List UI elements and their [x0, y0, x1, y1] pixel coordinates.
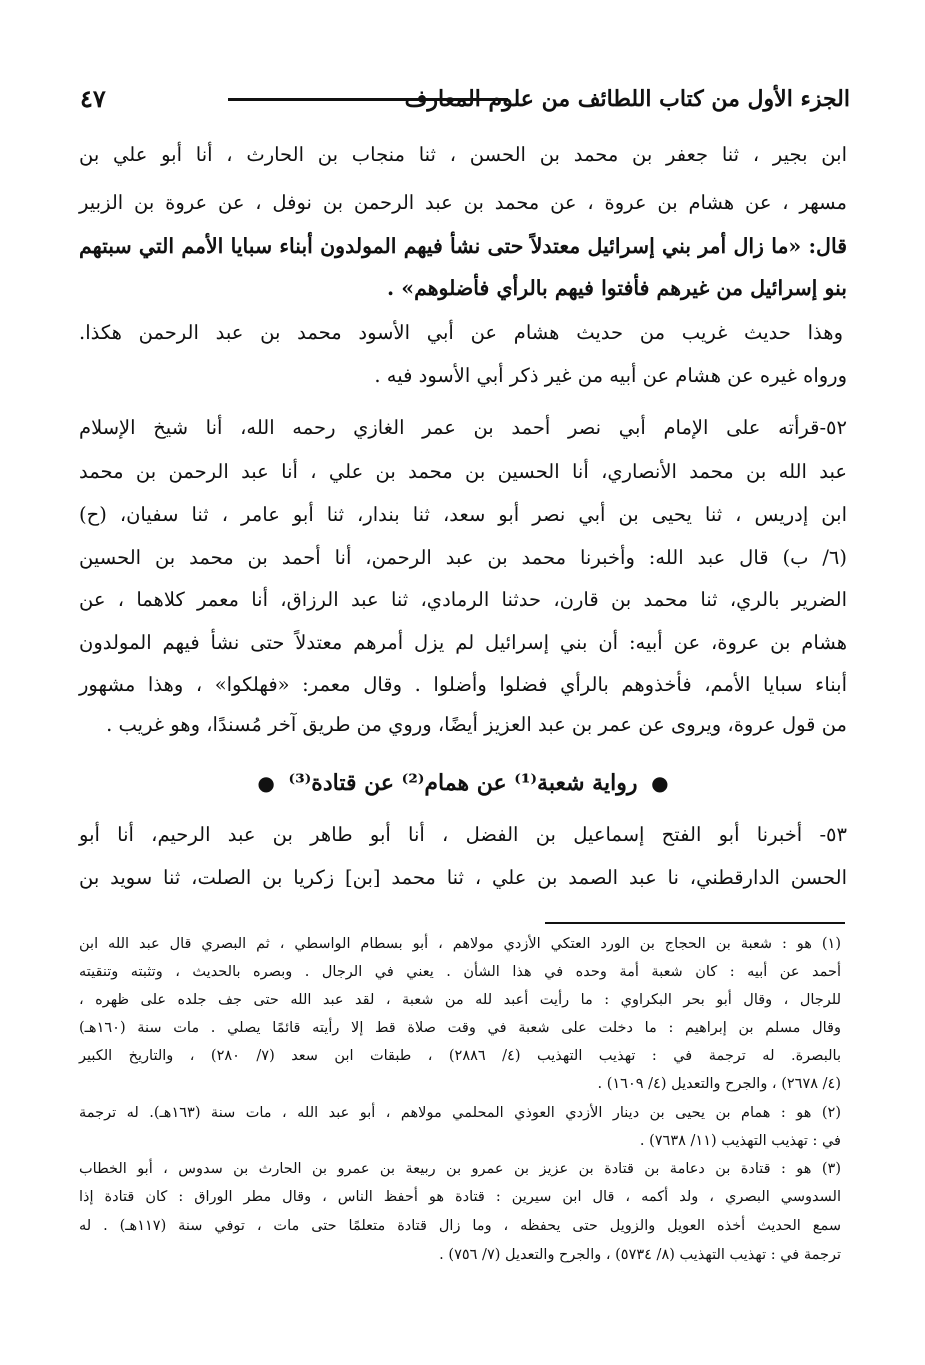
footnote-line: للرجال ، وقال أبو بحر البكراوي : ما رأيت أعبد لله من شعبة ، لقد عبد الله حتى جف جلده على ظهره ،: [79, 992, 841, 1008]
header-rule: [228, 98, 508, 101]
text-line: وهذا حديث غريب من حديث هشام عن أبي الأسود محمد بن عبد الرحمن هكذا.: [79, 321, 843, 344]
footnote-line: في : تهذيب التهذيب (١١/ ٧٦٣٨) .: [639, 1133, 841, 1149]
bullet-icon: ●: [651, 771, 669, 795]
bullet-icon: ●: [257, 771, 275, 795]
page-number: ٤٧: [80, 84, 106, 113]
text-line: أبناء سبايا الأمم، فأخذوهم بالرأي فضلوا وأضلوا . وقال معمر: «فهلكوا» ، وهذا مشهور: [79, 673, 847, 696]
footnote-line: وقال مسلم بن إبراهيم : ما دخلت على شعبة في وقت صلاة قط إلا رأيته قائمًا يصلي . مات سنة (١٦٠هـ): [79, 1020, 841, 1036]
text-line: من قول عروة، ويروى عن عمر بن عبد العزيز أيضًا، وروي من طريق آخر مُسندًا، وهو غريب .: [106, 713, 847, 736]
footnote-separator: [545, 922, 845, 924]
text-line: ابن بجير ، ثنا جعفر بن محمد بن الحسن ، ثنا منجاب بن الحارث ، أنا أبو علي بن: [79, 143, 847, 166]
section-heading-text: رواية شعبة⁽¹⁾ عن همام⁽²⁾ عن قتادة⁽³⁾: [288, 770, 638, 796]
footnote-line: (٣) هو : قتادة بن دعامة بن قتادة بن عزيز بن عمرو بن ربيعة بن عمرو بن الحارث بن سدوس ، أبو الخطاب: [79, 1161, 841, 1177]
text-line: (٦/ ب) قال عبد الله: وأخبرنا محمد بن عبد الرحمن، أنا أحمد بن محمد بن الحسين: [79, 546, 847, 569]
header-title: الجزء الأول من كتاب اللطائف من علوم المعارف: [404, 86, 850, 112]
footnote-line: سمع الحديث أخذه العويل والزويل حتى يحفظه ، وما زال قتادة متعلمًا حتى مات ، توفي سنة (١١٧هـ) . له: [79, 1218, 841, 1234]
text-line: ٥٢-قرأته على الإمام أبي نصر أحمد بن عمر الغازي رحمه الله، أنا شيخ الإسلام: [79, 416, 847, 439]
text-line: عبد الله بن محمد الأنصاري، أنا الحسين بن محمد بن علي ، أنا عبد الرحمن بن محمد: [79, 460, 847, 483]
running-header: [80, 82, 850, 122]
text-line: ابن إدريس ، ثنا يحيى بن أبي نصر أبو سعد، ثنا بندار، ثنا أبو عامر ، ثنا سفيان، (ح): [79, 503, 847, 526]
footnote-line: ترجمة في : تهذيب التهذيب (٨/ ٥٧٣٤) ، والجرح والتعديل (٧/ ٧٥٦) .: [439, 1247, 841, 1263]
text-line: الحسن الدارقطني، نا عبد الصمد بن علي ، ثنا محمد [بن] زكريا بن الصلت، ثنا سويد بن: [79, 866, 847, 889]
footnote-line: أحمد عن أبيه : كان شعبة أمة وحده في هذا الشأن . يعني في الرجال . وبصره بالحديث ، وتثبته وتنقيته: [79, 964, 841, 980]
footnote-line: (١) هو : شعبة بن الحجاج بن الورد العتكي الأزدي مولاهم ، أبو بسطام الواسطي ، ثم البصري قال عبد الله ابن: [79, 936, 841, 952]
footnote-line: (٤/ ٢٦٧٨) ، والجرح والتعديل (٤/ ١٦٠٩) .: [597, 1076, 841, 1092]
text-line: ورواه غيره عن هشام عن أبيه من غير ذكر أبي الأسود فيه .: [374, 364, 847, 387]
text-line: قال: «ما زال أمر بني إسرائيل معتدلاً حتى نشأ فيهم المولدون أبناء سبايا الأمم التي سبتهم: [79, 234, 847, 258]
section-heading: [79, 770, 847, 796]
text-line: هشام بن عروة، عن أبيه: أن بني إسرائيل لم يزل أمرهم معتدلاً حتى نشأ فيهم المولدون: [79, 631, 847, 654]
text-line: ٥٣- أخبرنا أبو الفتح إسماعيل بن الفضل ، أنا أبو طاهر بن عبد الرحيم، أنا أبو: [79, 823, 847, 846]
footnote-line: السدوسي البصري ، ولد أكمه ، قال ابن سيرين : قتادة هو أحفظ الناس ، وقال مطر الوراق : كان قتادة إذا: [79, 1189, 841, 1205]
text-line: مسهر ، عن هشام بن عروة ، عن محمد بن عبد الرحمن بن نوفل ، عن عروة بن الزبير: [79, 191, 847, 214]
footnote-line: بالبصرة. له ترجمة في : تهذيب التهذيب (٤/ ٢٨٨٦) ، طبقات ابن سعد (٧/ ٢٨٠) ، والتاريخ الكبير: [79, 1048, 841, 1064]
footnote-line: (٢) هو : همام بن يحيى بن دينار الأزدي العوذي المحلمي مولاهم ، أبو عبد الله ، مات سنة (١٦٣هـ). له ترجمة: [79, 1105, 841, 1121]
text-line: الضرير بالري، ثنا محمد بن قارن، حدثنا الرمادي، ثنا عبد الرزاق، أنا معمر كلاهما ، عن: [79, 588, 847, 611]
text-line: بنو إسرائيل من غيرهم فأفتوا فيهم بالرأي فأضلوهم» .: [386, 276, 847, 300]
